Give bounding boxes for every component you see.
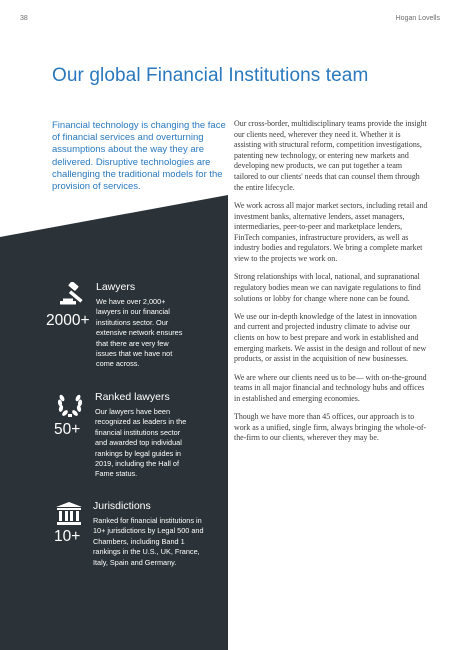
stat-heading: Lawyers [96,281,136,293]
stat-number: 10+ [54,528,81,545]
body-paragraph: We use our in-depth knowledge of the latest in innovation and current and projected industry climate to advise our clients on how to best prepare and work in established and emerging markets. We assist in the design and rollout of new products, or assist in the acquisition of new businesses. [234,311,427,364]
stat-heading: Ranked lawyers [95,391,170,403]
body-paragraph: Strong relationships with local, national, and supranational regulatory bodies mean we can navigate regulations to find solutions or lobby for change where none can be found. [234,272,421,303]
stat-heading: Jurisdictions [93,500,151,512]
body-paragraph: Our cross-border, multidisciplinary teams provide the insight our clients need, wherever they need it. Whether it is assisting with structural reform, competition investigations, patenting new technology, or entering new markets and developing new products, we can put together a team tailored to our clients' needs that can counsel them through the entire lifecycle. [234,119,427,192]
intro-paragraph: Financial technology is changing the face of financial services and overturning assumptions about the way they are delivered. Disruptive technologies are challenging the traditional models for the provision of services. [52,120,226,193]
page-title: Our global Financial Institutions team [52,65,369,86]
brand-name: Hogan Lovells [395,15,440,22]
body-paragraph: Though we have more than 45 offices, our approach is to work as a unified, single firm, always bringing the whole-of-the-firm to our clients, wherever they may be. [234,412,427,443]
stat-number: 2000+ [46,312,90,329]
body-paragraph: We are where our clients need us to be— with on-the-ground teams in all major financial and technology hubs and offices in established and emerging economies. [234,372,427,403]
body-paragraph: We work across all major market sectors, including retail and investment banks, alternative lenders, asset managers, intermediaries, peer-to-peer and marketplace lenders, FinTech companies, infrastructure providers, as well as industry bodies and regulators. We bring a complete market view to the projects we work on. [234,200,428,263]
institution-building-icon [56,502,82,526]
stat-description: Our lawyers have been recognized as leaders in the financial institutions sector and awarded top individual rankings by legal guides in 2019, including the Hall of Fame status. [95,407,187,479]
body-column [234,119,428,452]
page-number: 38 [20,15,28,22]
stat-number: 50+ [54,421,81,438]
laurel-wreath-icon [55,392,85,418]
gavel-icon [58,282,88,306]
stat-description: We have over 2,000+ lawyers in our financial institutions sector. Our extensive network ensures that there are very few issues that we have not come across. [96,297,183,369]
stat-description: Ranked for financial institutions in 10+ jurisdictions by Legal 500 and Chambers, including Band 1 rankings in the U.S., UK, France, Italy, Spain and Germany. [93,516,204,567]
